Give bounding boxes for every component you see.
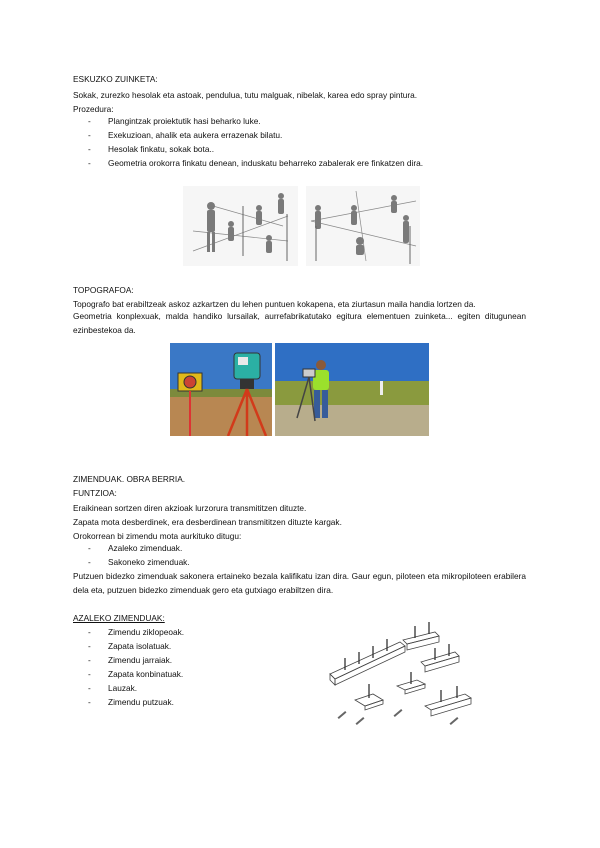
function-line-2: Zapata mota desberdinek, era desberdinean transmititzen dituzte kargak. <box>73 517 342 527</box>
procedure-list <box>88 114 423 170</box>
list-item: - Sakoneko zimenduak. <box>88 555 190 569</box>
list-item: - Zimendu ziklopeoak. <box>88 625 184 639</box>
procedure-label: Prozedura: <box>73 104 114 114</box>
list-item: - Plangintzak proiektutik hasi beharko luke. <box>88 114 423 128</box>
section-heading-topographer: TOPOGRAFOA: <box>73 285 134 295</box>
shallow-foundations-list <box>88 625 184 709</box>
foundations-paragraph: Putzuen bidezko zimenduak sakonera ertaineko bezala kalifikatu izan dira. Gaur egun, piloteen eta mikropiloteen erabilera dela eta, putzuen bidezko zimenduak gero eta gutxiago erabiltzen dira. <box>73 571 526 595</box>
section-heading-manual-staking: ESKUZKO ZUINKETA: <box>73 74 158 84</box>
function-line-3: Orokorrean bi zimendu mota aurkituko ditugu: <box>73 531 242 541</box>
shallow-foundations-diagram <box>325 622 477 734</box>
list-item: - Geometria orokorra finkatu denean, induskatu beharreko zabalerak ere finkatzen dira. <box>88 156 423 170</box>
function-line-1: Eraikinean sortzen diren akzioak lurzorura transmititzen dituzte. <box>73 503 307 513</box>
list-item: - Zimendu putzuak. <box>88 695 184 709</box>
section-heading-foundations: ZIMENDUAK. OBRA BERRIA. <box>73 474 186 484</box>
surveyor-photo <box>275 343 429 436</box>
foundation-types-list <box>88 541 190 569</box>
staking-illustration-right <box>306 186 420 266</box>
staking-illustration-left <box>183 186 298 266</box>
list-item: - Azaleko zimenduak. <box>88 541 190 555</box>
list-item: - Zapata isolatuak. <box>88 639 184 653</box>
section-heading-shallow-foundations: AZALEKO ZIMENDUAK: <box>73 613 165 623</box>
list-item: - Zimendu jarraiak. <box>88 653 184 667</box>
topographer-paragraph-1: Topografo bat erabiltzeak askoz azkartzen du lehen puntuen kokapena, eta ziurtasun maila handia lortzen da. <box>73 299 476 309</box>
list-item: - Exekuzioan, ahalik eta aukera errazenak bilatu. <box>88 128 423 142</box>
list-item: - Zapata konbinatuak. <box>88 667 184 681</box>
materials-text: Sokak, zurezko hesolak eta astoak, pendulua, tutu malguak, nibelak, karea edo spray pintura. <box>73 90 418 100</box>
topographer-paragraph-2: Geometria konplexuak, malda handiko lursailak, aurrefabrikatutako egitura elementuen zuinketa... egiten ditugunean ezinbestekoa da. <box>73 311 526 335</box>
total-station-photo <box>170 343 272 436</box>
list-item: - Hesolak finkatu, sokak bota.. <box>88 142 423 156</box>
list-item: - Lauzak. <box>88 681 184 695</box>
function-subheading: FUNTZIOA: <box>73 488 117 498</box>
